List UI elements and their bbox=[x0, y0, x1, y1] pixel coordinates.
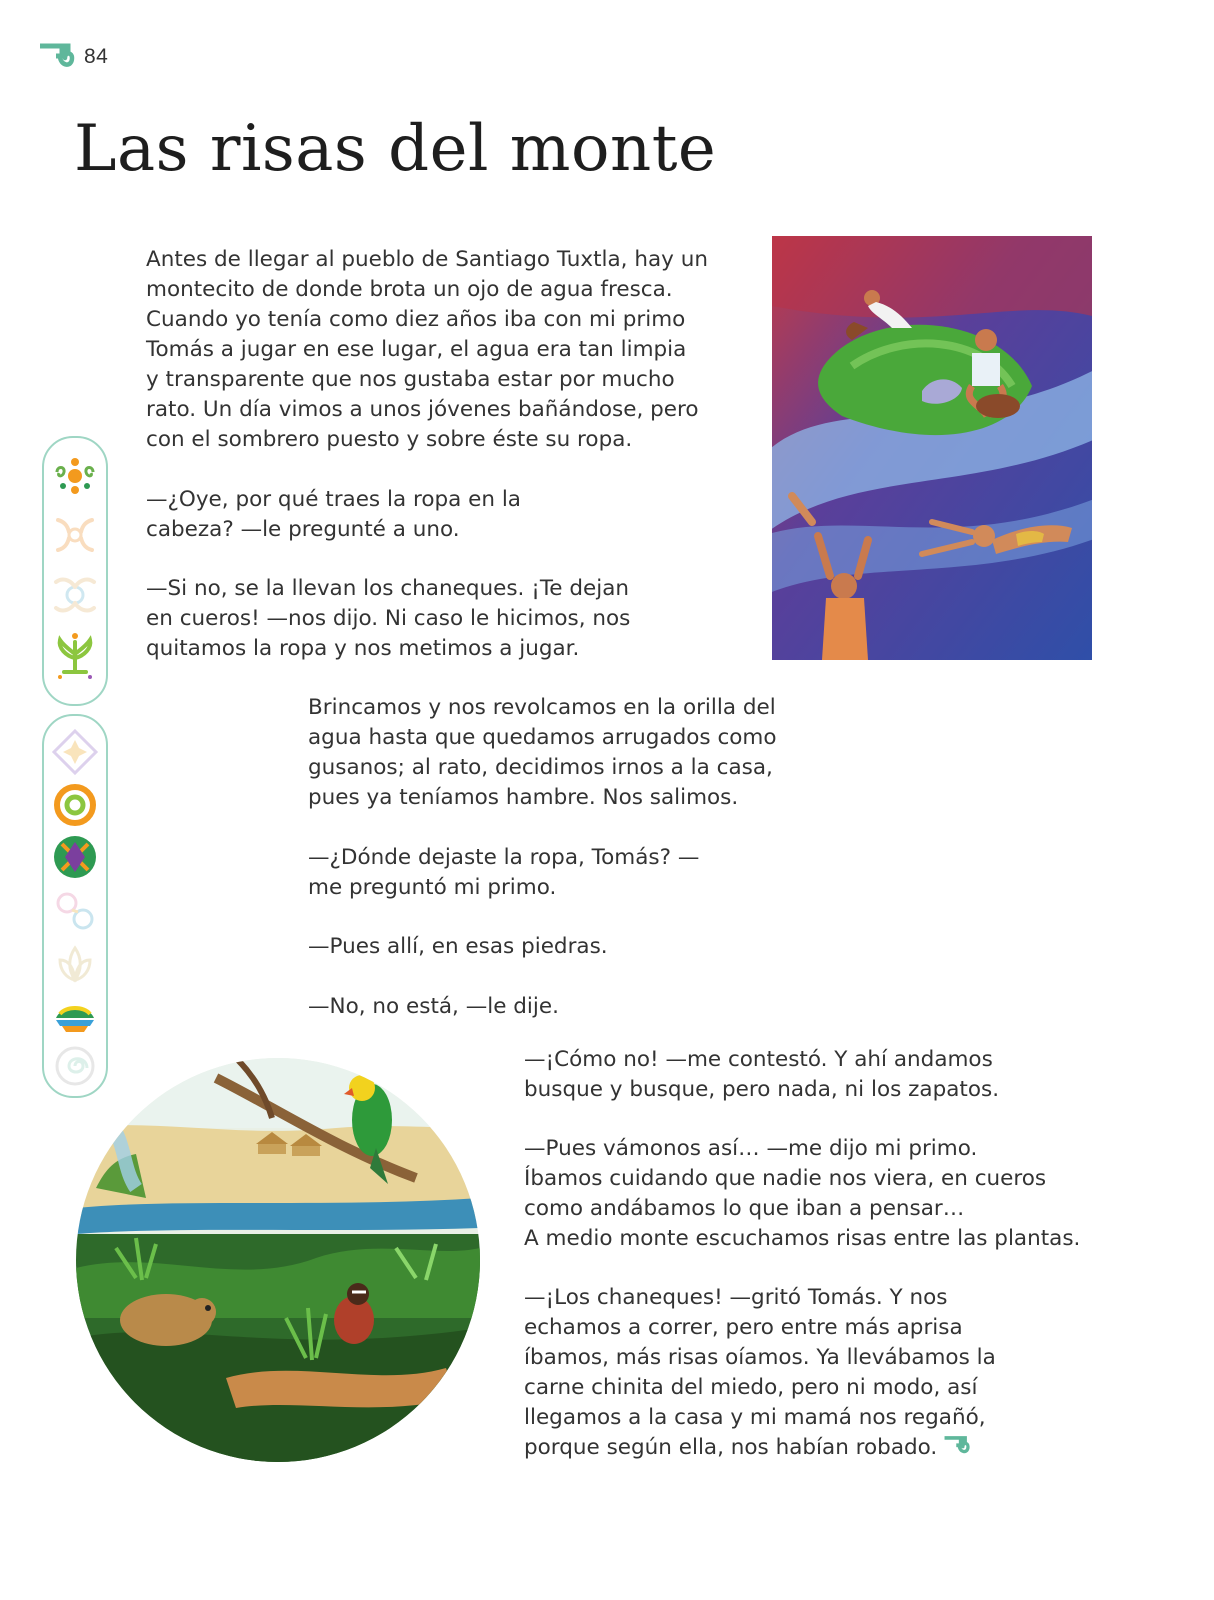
knot-icon bbox=[50, 570, 100, 620]
story-paragraph-5: —¿Dónde dejaste la ropa, Tomás? — me preguntó mi primo. bbox=[308, 845, 700, 900]
jungle-scene-illustration bbox=[76, 1058, 480, 1462]
story-paragraph-2: —¿Oye, por qué traes la ropa en la cabeza? —le pregunté a uno. bbox=[146, 487, 521, 542]
stepped-spiral-icon bbox=[943, 1435, 971, 1457]
flower-icon bbox=[51, 452, 99, 500]
story-final-block bbox=[524, 1283, 996, 1463]
sprout-figure-icon bbox=[50, 628, 100, 682]
geometric-cross-icon bbox=[52, 834, 98, 880]
story-paragraph-7: —No, no está, —le dije. bbox=[308, 994, 559, 1019]
story-paragraph-1: Antes de llegar al pueblo de Santiago Tuxtla, hay un montecito de donde brota un ojo de agua fresca. Cuando yo tenía como diez años iba con mi primo Tomás a jugar en ese lugar, el agua era tan limpia y transparente que nos gustaba estar por mucho rato. Un día vimos a unos jóvenes bañándose, pero con el sombrero puesto y sobre éste su ropa. bbox=[146, 247, 708, 452]
double-spiral-icon bbox=[52, 888, 98, 934]
stepped-spiral-icon bbox=[38, 42, 76, 72]
spiral-icon bbox=[52, 782, 98, 828]
story-paragraph-4: Brincamos y nos revolcamos en la orilla del agua hasta que quedamos arrugados como gusanos; al rato, decidimos irnos a la casa, pues ya teníamos hambre. Nos salimos. bbox=[308, 695, 777, 810]
hill-icon bbox=[52, 996, 98, 1036]
story-paragraph-10: —¡Los chaneques! —gritó Tomás. Y nos echamos a correr, pero entre más aprisa íbamos, más risas oíamos. Ya llevábamos la carne chinita del miedo, pero ni modo, así llegamos a la casa y mi mamá nos regañó, porque según ella, nos habían robado. bbox=[524, 1285, 996, 1460]
page-number: 84 bbox=[84, 45, 109, 68]
side-panel-bottom bbox=[42, 714, 108, 1098]
story-paragraph-9: —Pues vámonos así… —me dijo mi primo. Íbamos cuidando que nadie nos viera, en cueros como andábamos lo que iban a pensar… A medio monte escuchamos risas entre las plantas. bbox=[524, 1136, 1081, 1251]
story-paragraph-6: —Pues allí, en esas piedras. bbox=[308, 934, 608, 959]
star-diamond-icon bbox=[51, 728, 99, 776]
swimming-children-illustration bbox=[772, 236, 1092, 660]
story-paragraph-3: —Si no, se la llevan los chaneques. ¡Te dejan en cueros! —nos dijo. Ni caso le hicimos, nos quitamos la ropa y nos metimos a jugar. bbox=[146, 576, 631, 661]
side-panel-top bbox=[42, 436, 108, 706]
story-paragraph-8: —¡Cómo no! —me contestó. Y ahí andamos busque y busque, pero nada, ni los zapatos. bbox=[524, 1047, 1000, 1102]
lotus-icon bbox=[52, 942, 98, 988]
page-header bbox=[38, 42, 108, 72]
dancing-figure-icon bbox=[50, 510, 100, 560]
circle-spiral-icon bbox=[53, 1044, 97, 1088]
page-title: Las risas del monte bbox=[74, 112, 717, 186]
